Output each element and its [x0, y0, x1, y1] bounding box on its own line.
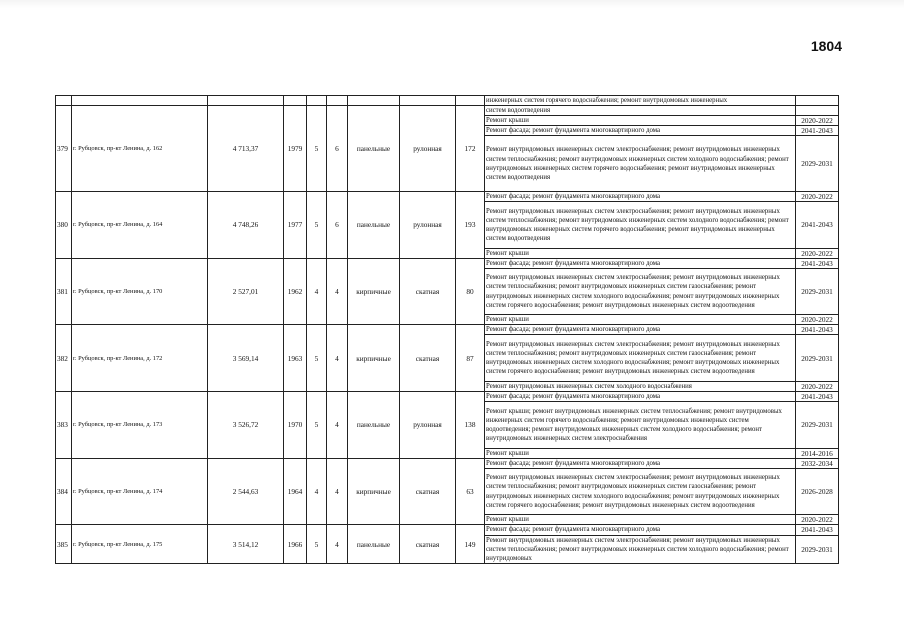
build-year: 1977 — [284, 191, 307, 258]
build-year: 1964 — [284, 458, 307, 525]
total-area: 2 527,01 — [208, 258, 284, 325]
work-description: Ремонт фасада; ремонт фундамента многоквартирного дома — [485, 191, 796, 201]
floor-count: 5 — [307, 325, 327, 392]
build-year: 1963 — [284, 325, 307, 392]
work-period: 2026-2028 — [796, 468, 839, 515]
roof-type: рулонная — [400, 106, 456, 192]
row-number: 380 — [56, 191, 72, 258]
work-description: Ремонт фасада; ремонт фундамента многоквартирного дома — [485, 325, 796, 335]
work-description: Ремонт фасада; ремонт фундамента многоквартирного дома — [485, 392, 796, 402]
capital-repair-register-table — [55, 95, 839, 564]
work-period: 2014-2016 — [796, 448, 839, 458]
apartment-count: 172 — [456, 106, 485, 192]
floor-count: 4 — [307, 258, 327, 325]
table-row — [56, 525, 839, 535]
total-area: 4 713,37 — [208, 106, 284, 192]
build-year: 1970 — [284, 392, 307, 459]
work-period: 2020-2022 — [796, 315, 839, 325]
table-row — [56, 258, 839, 268]
table-row — [56, 392, 839, 402]
entrance-count: 4 — [327, 458, 348, 525]
work-period: 2029-2031 — [796, 136, 839, 192]
work-period: 2029-2031 — [796, 268, 839, 315]
entrance-count: 4 — [327, 258, 348, 325]
work-description: Ремонт внутридомовых инженерных систем электроснабжения; ремонт внутридомовых инженерных систем теплоснабжения; ремонт внутридомовых инженерных систем холодного водоснабжения; ремонт внутридомовых инженерных систем горячего водоснабжения; ремонт внутридомовых инженерных систем водоотведения — [485, 136, 796, 192]
work-period: 2020-2022 — [796, 515, 839, 525]
wall-material: панельные — [348, 525, 400, 563]
work-description: Ремонт фасада; ремонт фундамента многоквартирного дома — [485, 525, 796, 535]
build-year: 1962 — [284, 258, 307, 325]
work-description: Ремонт внутридомовых инженерных систем электроснабжения; ремонт внутридомовых инженерных систем теплоснабжения; ремонт внутридомовых инженерных систем холодного водоснабжения; ремонт внутридомовых инженерных систем горячего водоснабжения; ремонт внутридомовых инженерных систем водоотведения — [485, 202, 796, 249]
work-description: Ремонт крыши — [485, 515, 796, 525]
total-area: 4 748,26 — [208, 191, 284, 258]
address: г. Рубцовск, пр-кт Ленина, д. 162 — [72, 106, 208, 192]
work-period: 2020-2022 — [796, 116, 839, 126]
roof-type: рулонная — [400, 392, 456, 459]
wall-material: панельные — [348, 106, 400, 192]
total-area: 3 569,14 — [208, 325, 284, 392]
work-description: инженерных систем горячего водоснабжения; ремонт внутридомовых инженерных — [485, 96, 796, 106]
wall-material: кирпичные — [348, 325, 400, 392]
table-row — [56, 106, 839, 116]
row-number: 383 — [56, 392, 72, 459]
address: г. Рубцовск, пр-кт Ленина, д. 174 — [72, 458, 208, 525]
continuation-row — [56, 96, 839, 106]
address: г. Рубцовск, пр-кт Ленина, д. 175 — [72, 525, 208, 563]
roof-type: скатная — [400, 458, 456, 525]
work-description: систем водоотведения — [485, 106, 796, 116]
address: г. Рубцовск, пр-кт Ленина, д. 164 — [72, 191, 208, 258]
entrance-count: 4 — [327, 525, 348, 563]
work-description: Ремонт крыши; ремонт внутридомовых инженерных систем теплоснабжения; ремонт внутридомовых инженерных систем горячего водоснабжения; ремонт внутридомовых инженерных систем водоотведения; ремонт внутридомовых инженерных систем холодного водоснабжения; ремонт внутридомовых инженерных систем электроснабжения — [485, 402, 796, 449]
total-area: 3 514,12 — [208, 525, 284, 563]
row-number: 382 — [56, 325, 72, 392]
work-period — [796, 106, 839, 116]
wall-material: панельные — [348, 191, 400, 258]
work-description: Ремонт крыши — [485, 315, 796, 325]
work-description: Ремонт крыши — [485, 248, 796, 258]
work-period: 2041-2043 — [796, 202, 839, 249]
work-period: 2029-2031 — [796, 535, 839, 563]
work-description: Ремонт внутридомовых инженерных систем электроснабжения; ремонт внутридомовых инженерных систем теплоснабжения; ремонт внутридомовых инженерных систем газоснабжения; ремонт внутридомовых инженерных систем холодного водоснабжения; ремонт внутридомовых инженерных систем горячего водоснабжения; ремонт внутридомовых инженерных систем водоотведения — [485, 268, 796, 315]
apartment-count: 87 — [456, 325, 485, 392]
table-row — [56, 458, 839, 468]
work-period: 2020-2022 — [796, 248, 839, 258]
floor-count: 5 — [307, 392, 327, 459]
address: г. Рубцовск, пр-кт Ленина, д. 173 — [72, 392, 208, 459]
roof-type: скатная — [400, 325, 456, 392]
work-period: 2041-2043 — [796, 392, 839, 402]
wall-material: кирпичные — [348, 258, 400, 325]
roof-type: скатная — [400, 258, 456, 325]
roof-type: скатная — [400, 525, 456, 563]
work-description: Ремонт крыши — [485, 448, 796, 458]
work-period: 2029-2031 — [796, 402, 839, 449]
work-description: Ремонт внутридомовых инженерных систем электроснабжения; ремонт внутридомовых инженерных систем теплоснабжения; ремонт внутридомовых инженерных систем газоснабжения; ремонт внутридомовых инженерных систем холодного водоснабжения; ремонт внутридомовых инженерных систем горячего водоснабжения; ремонт внутридомовых инженерных систем водоотведения — [485, 468, 796, 515]
row-number: 385 — [56, 525, 72, 563]
entrance-count: 6 — [327, 106, 348, 192]
apartment-count: 63 — [456, 458, 485, 525]
table-row — [56, 191, 839, 201]
work-description: Ремонт внутридомовых инженерных систем холодного водоснабжения — [485, 381, 796, 391]
entrance-count: 6 — [327, 191, 348, 258]
apartment-count: 138 — [456, 392, 485, 459]
build-year: 1979 — [284, 106, 307, 192]
row-number: 381 — [56, 258, 72, 325]
total-area: 3 526,72 — [208, 392, 284, 459]
total-area: 2 544,63 — [208, 458, 284, 525]
wall-material: панельные — [348, 392, 400, 459]
floor-count: 5 — [307, 106, 327, 192]
roof-type: рулонная — [400, 191, 456, 258]
address: г. Рубцовск, пр-кт Ленина, д. 172 — [72, 325, 208, 392]
apartment-count: 193 — [456, 191, 485, 258]
work-description: Ремонт фасада; ремонт фундамента многоквартирного дома — [485, 126, 796, 136]
floor-count: 5 — [307, 525, 327, 563]
page-number: 1804 — [810, 38, 842, 54]
work-description: Ремонт внутридомовых инженерных систем электроснабжения; ремонт внутридомовых инженерных систем теплоснабжения; ремонт внутридомовых инженерных систем газоснабжения; ремонт внутридомовых инженерных систем холодного водоснабжения; ремонт внутридомовых инженерных систем горячего водоснабжения; ремонт внутридомовых инженерных систем водоотведения — [485, 335, 796, 382]
apartment-count: 149 — [456, 525, 485, 563]
table-row — [56, 325, 839, 335]
entrance-count: 4 — [327, 325, 348, 392]
work-period: 2041-2043 — [796, 258, 839, 268]
work-period: 2020-2022 — [796, 191, 839, 201]
row-number: 384 — [56, 458, 72, 525]
floor-count: 4 — [307, 458, 327, 525]
wall-material: кирпичные — [348, 458, 400, 525]
work-period: 2020-2022 — [796, 381, 839, 391]
apartment-count: 80 — [456, 258, 485, 325]
build-year: 1966 — [284, 525, 307, 563]
work-period: 2029-2031 — [796, 335, 839, 382]
scan-edge-shade — [0, 0, 904, 8]
row-number: 379 — [56, 106, 72, 192]
work-description: Ремонт внутридомовых инженерных систем электроснабжения; ремонт внутридомовых инженерных систем теплоснабжения; ремонт внутридомовых инженерных систем холодного водоснабжения; ремонт внутридомовых — [485, 535, 796, 563]
work-description: Ремонт крыши — [485, 116, 796, 126]
work-period: 2032-2034 — [796, 458, 839, 468]
work-description: Ремонт фасада; ремонт фундамента многоквартирного дома — [485, 258, 796, 268]
floor-count: 5 — [307, 191, 327, 258]
work-period: 2041-2043 — [796, 525, 839, 535]
entrance-count: 4 — [327, 392, 348, 459]
address: г. Рубцовск, пр-кт Ленина, д. 170 — [72, 258, 208, 325]
work-period: 2041-2043 — [796, 126, 839, 136]
work-description: Ремонт фасада; ремонт фундамента многоквартирного дома — [485, 458, 796, 468]
work-period: 2041-2043 — [796, 325, 839, 335]
